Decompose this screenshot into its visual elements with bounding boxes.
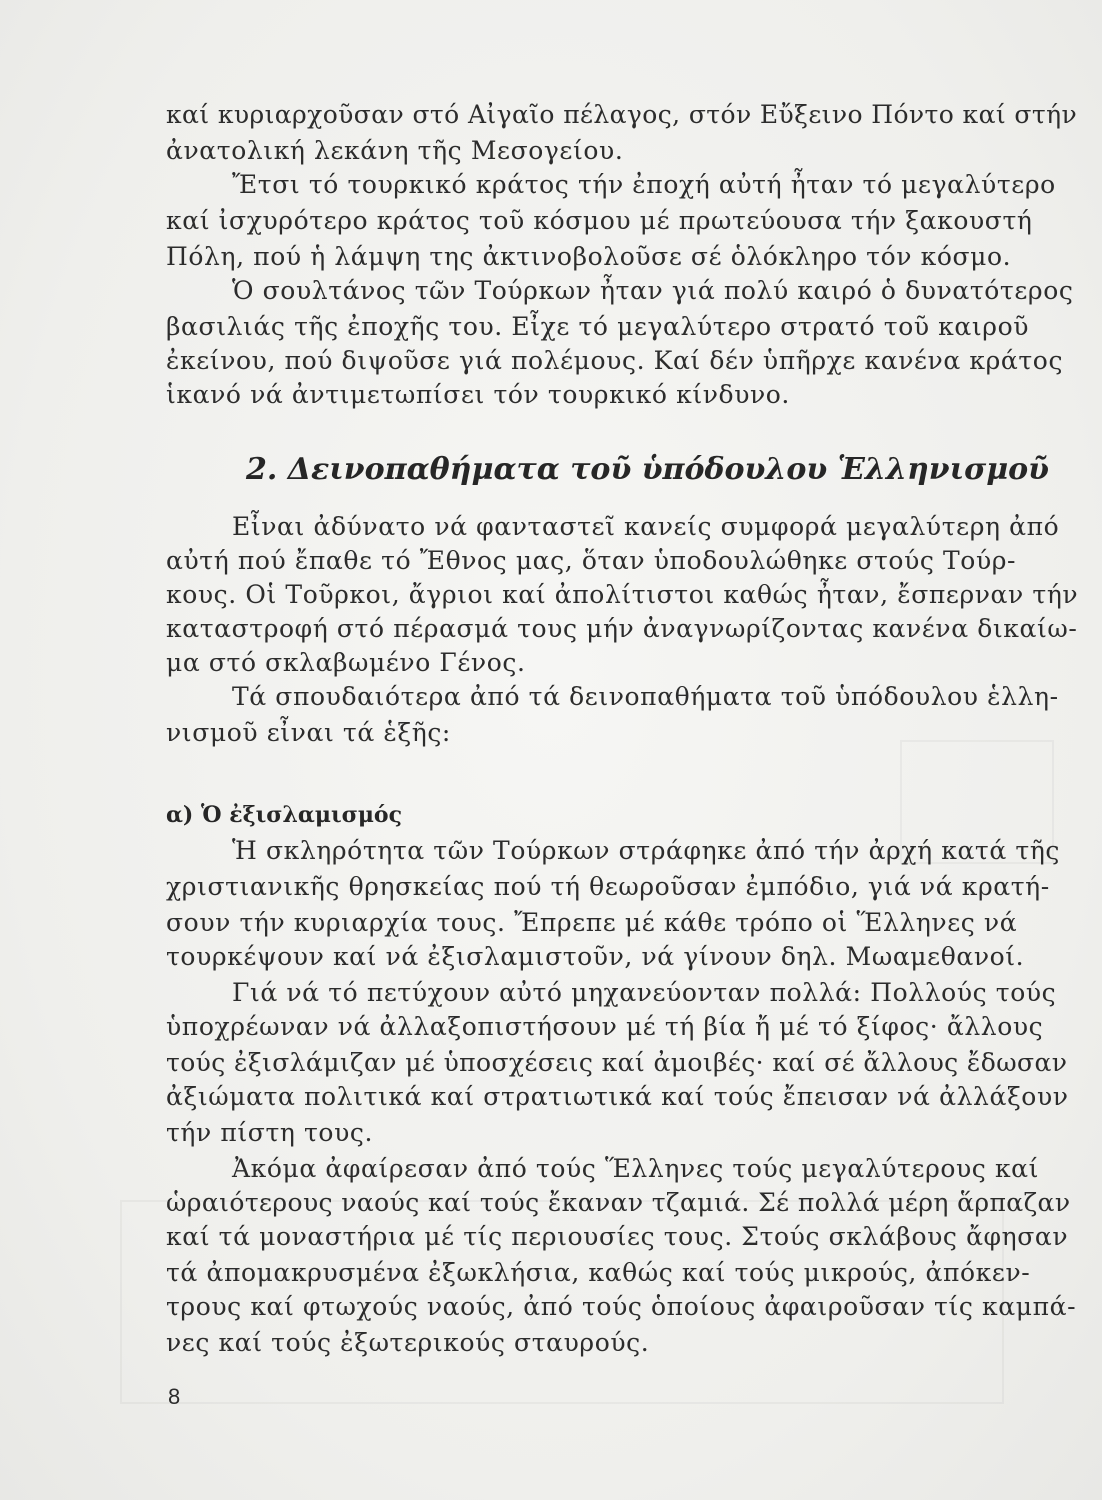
text-line: ἀξιώματα πολιτικά καί στρατιωτικά καί τούς ἔπεισαν νά ἀλλάξουν <box>166 1082 1069 1111</box>
text-line: Ὁ σουλτάνος τῶν Τούρκων ἦταν γιά πολύ καιρό ὁ δυνατότερος <box>232 276 1074 305</box>
text-line: Εἶναι ἀδύνατο νά φανταστεῖ κανείς συμφορά μεγαλύτερη ἀπό <box>232 512 1060 541</box>
text-line: τούς ἐξισλάμιζαν μέ ὑποσχέσεις καί ἀμοιβές· καί σέ ἄλλους ἔδωσαν <box>166 1048 1068 1077</box>
text-line: νισμοῦ εἶναι τά ἑξῆς: <box>166 718 451 747</box>
text-line: Πόλη, πού ἡ λάμψη της ἀκτινοβολοῦσε σέ ὁλόκληρο τόν κόσμο. <box>166 242 1012 271</box>
text-line: τήν πίστη τους. <box>166 1118 374 1147</box>
text-line: ἱκανό νά ἀντιμετωπίσει τόν τουρκικό κίνδυνο. <box>166 380 790 409</box>
text-line: τά ἀπομακρυσμένα ἐξωκλήσια, καθώς καί τούς μικρούς, ἀπόκεν- <box>166 1258 1031 1287</box>
text-line: βασιλιάς τῆς ἐποχῆς του. Εἶχε τό μεγαλύτερο στρατό τοῦ καιροῦ <box>166 312 1030 341</box>
text-line: ἐκείνου, πού διψοῦσε γιά πολέμους. Καί δέν ὑπῆρχε κανένα κράτος <box>166 346 1064 375</box>
text-line: νες καί τούς ἐξωτερικούς σταυρούς. <box>166 1328 650 1357</box>
text-line: μα στό σκλαβωμένο Γένος. <box>166 648 526 677</box>
text-line: χριστιανικῆς θρησκείας πού τή θεωροῦσαν ἐμπόδιο, γιά νά κρατή- <box>166 872 1050 901</box>
text-line: τουρκέψουν καί νά ἐξισλαμιστοῦν, νά γίνουν δηλ. Μωαμεθανοί. <box>166 942 1025 971</box>
text-line: καί κυριαρχοῦσαν στό Αἰγαῖο πέλαγος, στόν Εὔξεινο Πόντο καί στήν <box>166 100 1078 129</box>
text-line: καί τά μοναστήρια μέ τίς περιουσίες τους. Στούς σκλάβους ἄφησαν <box>166 1222 1069 1251</box>
text-line: Τά σπουδαιότερα ἀπό τά δεινοπαθήματα τοῦ ὑπόδουλου ἑλλη- <box>232 682 1059 711</box>
text-line: τρους καί φτωχούς ναούς, ἀπό τούς ὁποίους ἀφαιροῦσαν τίς καμπά- <box>166 1292 1077 1321</box>
text-line: ὑποχρέωναν νά ἀλλαξοπιστήσουν μέ τή βία ἤ μέ τό ξίφος· ἄλλους <box>166 1012 1044 1041</box>
text-line: Γιά νά τό πετύχουν αὐτό μηχανεύονταν πολλά: Πολλούς τούς <box>232 978 1057 1007</box>
section-heading: 2. Δεινοπαθήματα τοῦ ὑπόδουλου Ἑλληνισμοῦ <box>246 452 1049 487</box>
text-line: αὐτή πού ἔπαθε τό Ἔθνος μας, ὅταν ὑποδουλώθηκε στούς Τούρ- <box>166 546 1017 575</box>
text-line: καί ἰσχυρότερο κράτος τοῦ κόσμου μέ πρωτεύουσα τήν ξακουστή <box>166 206 1033 235</box>
text-line: καταστροφή στό πέρασμά τους μήν ἀναγνωρίζοντας κανένα δικαίω- <box>166 614 1078 643</box>
page-number: 8 <box>168 1384 181 1409</box>
text-line: κους. Οἱ Τοῦρκοι, ἄγριοι καί ἀπολίτιστοι καθώς ἦταν, ἔσπερναν τήν <box>166 580 1079 609</box>
text-line: ὡραιότερους ναούς καί τούς ἔκαναν τζαμιά. Σέ πολλά μέρη ἅρπαζαν <box>166 1188 1071 1217</box>
text-line: Ἡ σκληρότητα τῶν Τούρκων στράφηκε ἀπό τήν ἀρχή κατά τῆς <box>232 836 1060 865</box>
text-line: ἀνατολική λεκάνη τῆς Μεσογείου. <box>166 136 624 165</box>
text-line: σουν τήν κυριαρχία τους. Ἔπρεπε μέ κάθε τρόπο οἱ Ἕλληνες νά <box>166 908 1018 937</box>
text-line: Ἀκόμα ἀφαίρεσαν ἀπό τούς Ἕλληνες τούς μεγαλύτερους καί <box>232 1154 1040 1183</box>
subsection-heading: α) Ὁ ἐξισλαμισμός <box>166 802 402 828</box>
text-line: Ἔτσι τό τουρκικό κράτος τήν ἐποχή αὐτή ἦταν τό μεγαλύτερο <box>232 170 1056 199</box>
